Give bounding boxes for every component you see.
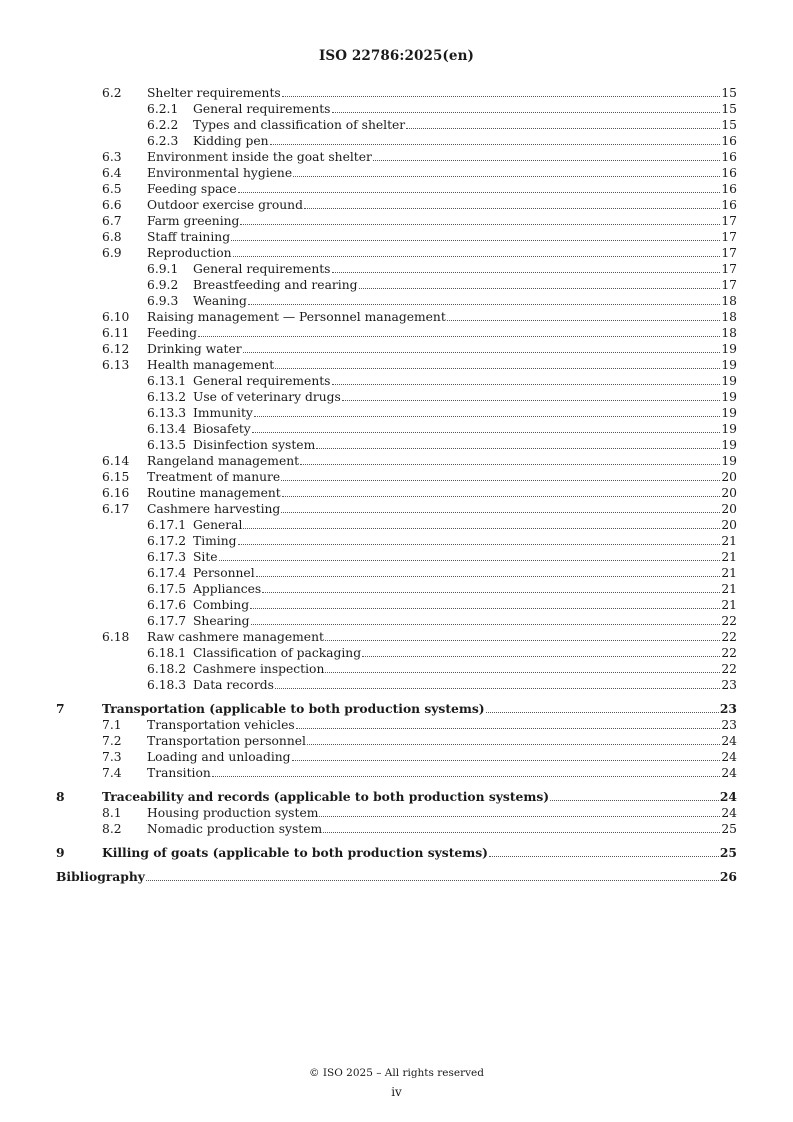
toc-entry-number: 7.3 <box>102 750 122 764</box>
dot-leader <box>256 576 721 577</box>
dot-leader <box>146 880 719 881</box>
toc-entry-number: 6.2.2 <box>147 118 179 132</box>
toc-entry-number: 6.18 <box>102 630 130 644</box>
toc-entry-title: Timing <box>193 534 237 548</box>
toc-entry[interactable] <box>0 437 793 453</box>
toc-entry-title: Transportation personnel <box>147 734 306 748</box>
toc-entry-title: Environmental hygiene <box>147 166 293 180</box>
dot-leader <box>373 160 720 161</box>
toc-entry-page: 23 <box>721 718 737 732</box>
toc-entry-number: 6.18.1 <box>147 646 187 660</box>
toc-entry[interactable] <box>0 277 793 293</box>
dot-leader <box>238 544 721 545</box>
dot-leader <box>250 608 720 609</box>
toc-entry[interactable] <box>0 341 793 357</box>
dot-leader <box>292 760 721 761</box>
dot-leader <box>489 856 719 857</box>
toc-entry[interactable] <box>0 373 793 389</box>
toc-entry-title: Use of veterinary drugs <box>193 390 341 404</box>
dot-leader <box>243 528 720 529</box>
toc-entry-page: 22 <box>721 614 737 628</box>
toc-entry-page: 17 <box>721 262 737 276</box>
toc-entry[interactable] <box>0 229 793 245</box>
toc-entry-page: 19 <box>721 454 737 468</box>
toc-entry-number: 8 <box>56 789 65 804</box>
toc-entry-number: 6.13.3 <box>147 406 187 420</box>
toc-entry[interactable] <box>0 677 793 693</box>
dot-leader <box>332 272 721 273</box>
toc-entry-page: 23 <box>721 678 737 692</box>
toc-entry-page: 19 <box>721 342 737 356</box>
toc-entry[interactable] <box>0 389 793 405</box>
dot-leader <box>212 776 721 777</box>
toc-entry-page: 21 <box>721 534 737 548</box>
toc-entry-number: 7.1 <box>102 718 122 732</box>
dot-leader <box>406 128 720 129</box>
toc-entry[interactable] <box>0 421 793 437</box>
toc-entry-number: 8.1 <box>102 806 122 820</box>
toc-entry-page: 20 <box>721 502 737 516</box>
toc-entry-title: Health management <box>147 358 275 372</box>
toc-entry[interactable] <box>0 213 793 229</box>
toc-entry-page: 18 <box>721 326 737 340</box>
toc-entry-title: Killing of goats (applicable to both production systems) <box>102 845 488 860</box>
toc-entry[interactable] <box>0 117 793 133</box>
toc-entry-number: 6.5 <box>102 182 122 196</box>
toc-entry[interactable] <box>0 717 793 733</box>
toc-entry-title: Raising management — Personnel management <box>147 310 446 324</box>
toc-entry-page: 21 <box>721 566 737 580</box>
toc-entry-title: Data records <box>193 678 274 692</box>
toc-entry-title: General requirements <box>193 262 331 276</box>
dot-leader <box>304 208 720 209</box>
dot-leader <box>550 800 719 801</box>
toc-entry[interactable] <box>0 293 793 309</box>
toc-entry-page: 23 <box>719 701 737 716</box>
dot-leader <box>323 832 720 833</box>
dot-leader <box>447 320 721 321</box>
toc-entry-title: Breastfeeding and rearing <box>193 278 358 292</box>
toc-entry-title: Outdoor exercise ground <box>147 198 303 212</box>
toc-entry-title: Nomadic production system <box>147 822 323 836</box>
dot-leader <box>275 368 720 369</box>
toc-entry[interactable] <box>0 469 793 485</box>
toc-entry-page: 24 <box>721 766 737 780</box>
toc-entry-number: 6.2.3 <box>147 134 179 148</box>
toc-entry-title: Routine management <box>147 486 281 500</box>
dot-leader <box>281 512 720 513</box>
toc-entry[interactable] <box>0 453 793 469</box>
toc-entry-page: 24 <box>721 806 737 820</box>
toc-entry-title: Shelter requirements <box>147 86 281 100</box>
toc-entry[interactable] <box>0 325 793 341</box>
toc-entry-page: 16 <box>721 198 737 212</box>
toc-entry-page: 19 <box>721 438 737 452</box>
toc-entry-title: Combing <box>193 598 250 612</box>
toc-entry-page: 18 <box>721 294 737 308</box>
toc-entry[interactable] <box>0 645 793 661</box>
toc-entry-number: 6.9.2 <box>147 278 179 292</box>
toc-entry-title: Environment inside the goat shelter <box>147 150 372 164</box>
toc-entry-number: 9 <box>56 845 65 860</box>
toc-entry-title: Farm greening <box>147 214 240 228</box>
toc-entry-number: 6.8 <box>102 230 122 244</box>
toc-entry[interactable] <box>0 309 793 325</box>
toc-entry-page: 22 <box>721 630 737 644</box>
toc-entry[interactable] <box>0 565 793 581</box>
toc-entry-page: 22 <box>721 662 737 676</box>
toc-entry[interactable] <box>0 197 793 213</box>
toc-entry-page: 19 <box>721 390 737 404</box>
toc-entry[interactable] <box>0 485 793 501</box>
toc-entry-title: Site <box>193 550 218 564</box>
toc-entry-number: 6.3 <box>102 150 122 164</box>
toc-entry-title: Immunity <box>193 406 253 420</box>
toc-entry-title: Weaning <box>193 294 247 308</box>
toc-entry-title: Transportation vehicles <box>147 718 295 732</box>
toc-entry-title: Reproduction <box>147 246 232 260</box>
toc-entry-number: 6.17.2 <box>147 534 187 548</box>
toc-entry-number: 6.15 <box>102 470 130 484</box>
toc-entry-page: 18 <box>721 310 737 324</box>
toc-entry-number: 6.9.3 <box>147 294 179 308</box>
toc-entry-number: 6.14 <box>102 454 130 468</box>
toc-entry-page: 21 <box>721 598 737 612</box>
toc-entry-page: 21 <box>721 582 737 596</box>
toc-entry-title: Disinfection system <box>193 438 316 452</box>
toc-entry-number: 6.9 <box>102 246 122 260</box>
toc-entry-page: 24 <box>721 750 737 764</box>
toc-entry[interactable] <box>0 405 793 421</box>
toc-entry-page: 16 <box>721 166 737 180</box>
page-number: iv <box>391 1085 402 1099</box>
toc-entry[interactable] <box>0 245 793 261</box>
toc-entry-title: Appliances <box>193 582 262 596</box>
toc-entry-number: 6.16 <box>102 486 130 500</box>
toc-entry-title: Drinking water <box>147 342 242 356</box>
toc-entry[interactable] <box>0 789 793 805</box>
toc-entry-title: General requirements <box>193 102 331 116</box>
toc-entry-number: 6.12 <box>102 342 130 356</box>
toc-entry-title: General <box>193 518 243 532</box>
toc-entry-page: 24 <box>719 789 737 804</box>
toc-entry[interactable] <box>0 749 793 765</box>
dot-leader <box>198 336 720 337</box>
toc-entry[interactable] <box>0 165 793 181</box>
toc-entry-title: Kidding pen <box>193 134 269 148</box>
toc-entry[interactable] <box>0 517 793 533</box>
dot-leader <box>359 288 721 289</box>
toc-entry-number: 7.4 <box>102 766 122 780</box>
dot-leader <box>319 816 720 817</box>
dot-leader <box>362 656 720 657</box>
dot-leader <box>325 672 720 673</box>
toc-entry-page: 16 <box>721 182 737 196</box>
dot-leader <box>254 416 721 417</box>
toc-entry[interactable] <box>0 597 793 613</box>
toc-entry-page: 20 <box>721 486 737 500</box>
toc-entry-number: 6.17.6 <box>147 598 187 612</box>
toc-entry[interactable] <box>0 805 793 821</box>
dot-leader <box>486 712 719 713</box>
toc-entry[interactable] <box>0 501 793 517</box>
toc-entry-number: 6.4 <box>102 166 122 180</box>
toc-entry-number: 6.13.2 <box>147 390 187 404</box>
dot-leader <box>243 352 721 353</box>
toc-entry-number: 6.10 <box>102 310 130 324</box>
toc-entry-title: Shearing <box>193 614 250 628</box>
toc-entry-title: Treatment of manure <box>147 470 281 484</box>
toc-entry-page: 19 <box>721 406 737 420</box>
dot-leader <box>275 688 720 689</box>
toc-entry[interactable] <box>0 149 793 165</box>
dot-leader <box>219 560 721 561</box>
toc-entry-title: Cashmere inspection <box>193 662 325 676</box>
toc-entry-number: 6.17.7 <box>147 614 187 628</box>
dot-leader <box>282 496 721 497</box>
toc-entry[interactable] <box>0 85 793 101</box>
toc-entry-page: 15 <box>721 86 737 100</box>
toc-entry-page: 16 <box>721 134 737 148</box>
toc-entry-page: 22 <box>721 646 737 660</box>
toc-entry-page: 17 <box>721 230 737 244</box>
toc-entry[interactable] <box>0 765 793 781</box>
dot-leader <box>293 176 720 177</box>
dot-leader <box>282 96 721 97</box>
toc-entry[interactable] <box>0 181 793 197</box>
dot-leader <box>251 624 721 625</box>
toc-entry-number: 7.2 <box>102 734 122 748</box>
toc-entry-number: 6.13.5 <box>147 438 187 452</box>
toc-entry[interactable] <box>0 261 793 277</box>
dot-leader <box>316 448 720 449</box>
dot-leader <box>262 592 720 593</box>
toc-entry-page: 15 <box>721 102 737 116</box>
toc-entry-page: 19 <box>721 358 737 372</box>
toc-entry-page: 19 <box>721 374 737 388</box>
dot-leader <box>252 432 721 433</box>
toc-entry-title: Loading and unloading <box>147 750 291 764</box>
dot-leader <box>332 112 721 113</box>
toc-entry-title: Traceability and records (applicable to both production systems) <box>102 789 550 804</box>
toc-entry-page: 26 <box>719 869 737 884</box>
toc-entry-number: 7 <box>56 701 65 716</box>
toc-entry-title: Transportation (applicable to both production systems) <box>102 701 485 716</box>
toc-entry[interactable] <box>0 533 793 549</box>
toc-entry-page: 20 <box>721 518 737 532</box>
toc-entry-title: Rangeland management <box>147 454 300 468</box>
dot-leader <box>300 464 720 465</box>
toc-entry-title: Transition <box>147 766 211 780</box>
toc-entry-number: 6.17.3 <box>147 550 187 564</box>
toc-entry[interactable] <box>0 661 793 677</box>
toc-entry-number: 6.11 <box>102 326 130 340</box>
dot-leader <box>342 400 721 401</box>
toc-entry[interactable] <box>0 101 793 117</box>
toc-entry-number: 6.18.2 <box>147 662 187 676</box>
toc-entry-page: 17 <box>721 246 737 260</box>
toc-entry-title: General requirements <box>193 374 331 388</box>
toc-entry[interactable] <box>0 581 793 597</box>
toc-entry-title: Raw cashmere management <box>147 630 324 644</box>
toc-entry-number: 6.6 <box>102 198 122 212</box>
toc-entry-number: 6.17 <box>102 502 130 516</box>
toc-entry-title: Cashmere harvesting <box>147 502 281 516</box>
toc-entry-number: 6.17.1 <box>147 518 187 532</box>
dot-leader <box>307 744 720 745</box>
dot-leader <box>270 144 721 145</box>
dot-leader <box>240 224 720 225</box>
dot-leader <box>296 728 721 729</box>
toc-entry[interactable] <box>0 629 793 645</box>
toc-entry[interactable] <box>0 845 793 861</box>
toc-entry-number: 6.18.3 <box>147 678 187 692</box>
toc-entry-title: Staff training <box>147 230 231 244</box>
toc-entry-title: Feeding space <box>147 182 237 196</box>
toc-entry-number: 6.2.1 <box>147 102 179 116</box>
toc-entry[interactable] <box>0 821 793 837</box>
toc-entry-title: Feeding <box>147 326 198 340</box>
toc-entry-title: Types and classification of shelter <box>193 118 406 132</box>
toc-entry[interactable] <box>0 733 793 749</box>
toc-entry[interactable] <box>0 357 793 373</box>
toc-entry-number: 6.7 <box>102 214 122 228</box>
toc-entry-page: 17 <box>721 278 737 292</box>
toc-entry-number: 6.13.4 <box>147 422 187 436</box>
toc-entry[interactable] <box>0 133 793 149</box>
dot-leader <box>332 384 721 385</box>
toc-entry[interactable] <box>0 869 793 885</box>
dot-leader <box>238 192 721 193</box>
toc-entry-number: 6.2 <box>102 86 122 100</box>
dot-leader <box>248 304 720 305</box>
toc-entry-number: 6.13 <box>102 358 130 372</box>
toc-entry-number: 6.13.1 <box>147 374 187 388</box>
toc-entry-page: 24 <box>721 734 737 748</box>
toc-entry-page: 21 <box>721 550 737 564</box>
toc-entry-page: 16 <box>721 150 737 164</box>
toc-entry-title: Personnel <box>193 566 255 580</box>
toc-entry-page: 20 <box>721 470 737 484</box>
dot-leader <box>325 640 720 641</box>
toc-entry-title: Classification of packaging <box>193 646 362 660</box>
dot-leader <box>233 256 721 257</box>
toc-entry[interactable] <box>0 701 793 717</box>
document-header: ISO 22786:2025(en) <box>318 48 475 64</box>
toc-entry-page: 15 <box>721 118 737 132</box>
toc-entry-title: Biosafety <box>193 422 251 436</box>
toc-entry[interactable] <box>0 549 793 565</box>
toc-entry-page: 19 <box>721 422 737 436</box>
toc-entry[interactable] <box>0 613 793 629</box>
toc-entry-title: Housing production system <box>147 806 319 820</box>
toc-entry-page: 25 <box>721 822 737 836</box>
toc-entry-page: 25 <box>719 845 737 860</box>
copyright-notice: © ISO 2025 – All rights reserved <box>309 1067 484 1079</box>
toc-entry-page: 17 <box>721 214 737 228</box>
toc-entry-title: Bibliography <box>56 869 145 884</box>
dot-leader <box>231 240 720 241</box>
dot-leader <box>281 480 720 481</box>
toc-entry-number: 6.17.4 <box>147 566 187 580</box>
toc-entry-number: 6.9.1 <box>147 262 179 276</box>
toc-entry-number: 8.2 <box>102 822 122 836</box>
toc-entry-number: 6.17.5 <box>147 582 187 596</box>
